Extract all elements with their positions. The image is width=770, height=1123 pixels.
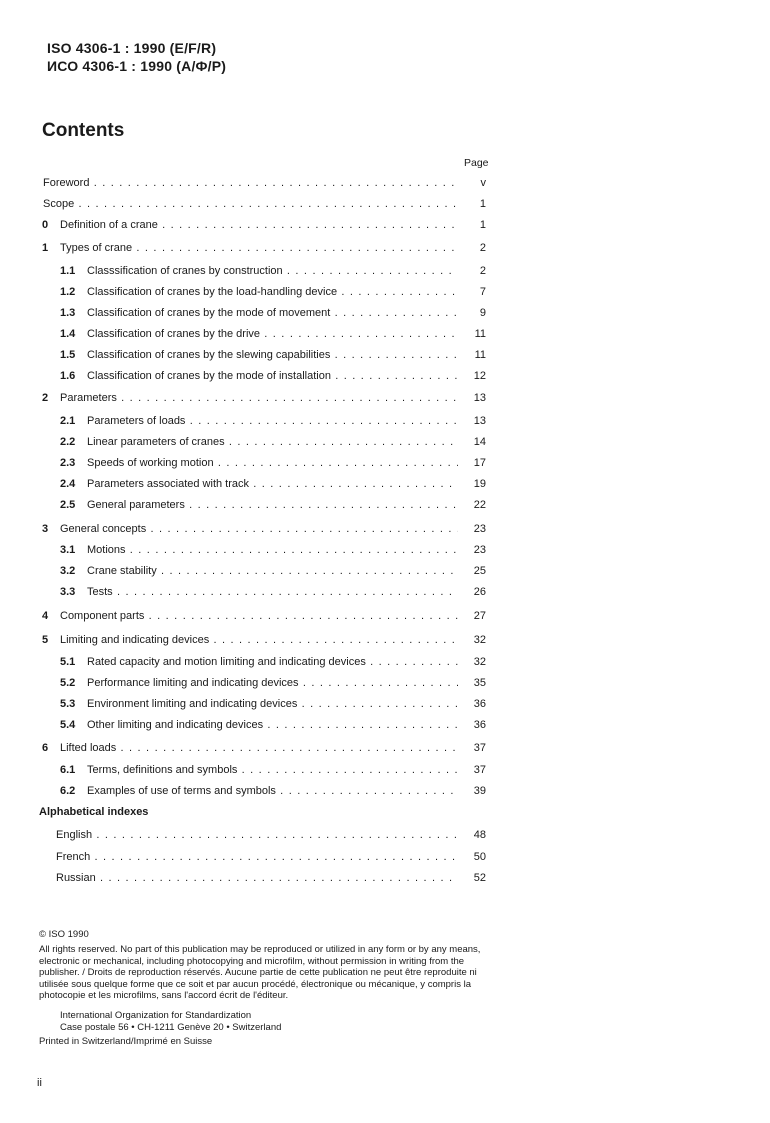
toc-entry-title: Linear parameters of cranes . . . xyxy=(87,434,458,450)
toc-entry-number: 2.4 xyxy=(60,478,76,490)
printed-in: Printed in Switzerland/Imprimé en Suisse xyxy=(39,1036,213,1047)
index-entry-page: 50 xyxy=(473,851,486,863)
toc-entry-page: 32 xyxy=(473,634,486,646)
toc-entry-title: Definition of a crane . . . xyxy=(60,217,458,233)
toc-entry-number: 6.2 xyxy=(60,785,76,797)
toc-entry-page: 32 xyxy=(473,656,486,668)
toc-entry-title: Environment limiting and indicating devices . . . xyxy=(87,696,458,712)
toc-entry-title: Scope . . . xyxy=(43,196,458,212)
toc-entry-page: 12 xyxy=(473,370,486,382)
toc-entry-title: Parameters of loads . . . xyxy=(87,413,458,429)
toc-entry-title: Classification of cranes by the slewing capabilities . . . xyxy=(87,347,458,363)
toc-entry-page: 2 xyxy=(479,265,486,277)
toc-entry-title: Lifted loads . . . xyxy=(60,740,458,756)
toc-entry-title: Parameters . . . xyxy=(60,390,458,406)
toc-entry-number: 2.5 xyxy=(60,499,76,511)
index-entry-title: Russian . . . xyxy=(56,870,458,886)
toc-entry-number: 5.1 xyxy=(60,656,76,668)
toc-entry-title: Rated capacity and motion limiting and indicating devices . . . xyxy=(87,654,458,670)
toc-entry-title: Speeds of working motion . . . xyxy=(87,455,458,471)
toc-entry-page: 36 xyxy=(473,719,486,731)
document-id-line-1: ISO 4306-1 : 1990 (E/F/R) xyxy=(47,40,217,56)
toc-entry-page: 27 xyxy=(473,610,486,622)
toc-entry-page: 23 xyxy=(473,523,486,535)
toc-entry-page: 13 xyxy=(473,392,486,404)
page-column-label: Page xyxy=(464,157,489,169)
index-entry-title: French . . . xyxy=(56,849,458,865)
toc-entry-title: Types of crane . . . xyxy=(60,240,458,256)
toc-entry-page: 17 xyxy=(473,457,486,469)
toc-entry-number: 1.6 xyxy=(60,370,76,382)
page-title: Contents xyxy=(42,120,125,141)
toc-entry-title: Parameters associated with track . . . xyxy=(87,476,458,492)
toc-entry-page: 35 xyxy=(473,677,486,689)
document-id-line-2: ИСО 4306-1 : 1990 (А/Ф/Р) xyxy=(47,58,227,74)
toc-entry-page: v xyxy=(480,177,486,189)
toc-entry-page: 36 xyxy=(473,698,486,710)
toc-entry-title: Examples of use of terms and symbols . . . xyxy=(87,783,458,799)
index-entry-title: English . . . xyxy=(56,827,458,843)
copyright-line: © ISO 1990 xyxy=(39,929,89,940)
toc-entry-title: Classsification of cranes by construction . . . xyxy=(87,263,458,279)
toc-entry-page: 11 xyxy=(474,349,486,361)
toc-entry-number: 1.3 xyxy=(60,307,76,319)
toc-entry-page: 11 xyxy=(474,328,486,340)
toc-entry-number: 1.4 xyxy=(60,328,76,340)
toc-entry-page: 23 xyxy=(473,544,486,556)
index-entry-page: 48 xyxy=(473,829,486,841)
toc-entry-number: 2.3 xyxy=(60,457,76,469)
organization-address: Case postale 56 • CH-1211 Genève 20 • Switzerland xyxy=(60,1022,282,1033)
copyright-notice: All rights reserved. No part of this publication may be reproduced or utilized in any form or by any means, electronic or mechanical, including photocopying and microfilm, without permission in writing from the publisher. / Droits de reproduction réservés. Aucune partie de cette publication ne peut être reproduite ni utilisée sous quelque forme que ce soit et par aucun procédé, électronique ou mécanique, y compris la photocopie et les microfilms, sans l'accord écrit de l'éditeur. xyxy=(39,944,481,1001)
toc-entry-page: 13 xyxy=(473,415,486,427)
toc-entry-page: 37 xyxy=(473,764,486,776)
toc-entry-number: 4 xyxy=(42,610,49,622)
toc-entry-number: 3.1 xyxy=(60,544,76,556)
toc-entry-page: 2 xyxy=(479,242,486,254)
toc-entry-number: 5.4 xyxy=(60,719,76,731)
toc-entry-title: Foreword . . . xyxy=(43,175,458,191)
toc-entry-number: 2 xyxy=(42,392,49,404)
index-entry-page: 52 xyxy=(473,872,486,884)
toc-entry-page: 19 xyxy=(473,478,486,490)
toc-entry-title: Tests . . . xyxy=(87,584,458,600)
toc-entry-number: 5.3 xyxy=(60,698,76,710)
toc-entry-page: 22 xyxy=(473,499,486,511)
toc-entry-title: General concepts . . . xyxy=(60,521,458,537)
toc-entry-number: 1.5 xyxy=(60,349,76,361)
toc-entry-page: 39 xyxy=(473,785,486,797)
toc-entry-title: Limiting and indicating devices . . . xyxy=(60,632,458,648)
toc-entry-page: 1 xyxy=(479,219,486,231)
page-number: ii xyxy=(37,1077,42,1089)
toc-entry-title: Performance limiting and indicating devices . . . xyxy=(87,675,458,691)
toc-entry-number: 3 xyxy=(42,523,49,535)
toc-entry-number: 6.1 xyxy=(60,764,76,776)
toc-entry-number: 3.2 xyxy=(60,565,76,577)
toc-entry-title: Classification of cranes by the mode of movement . . . xyxy=(87,305,458,321)
toc-entry-page: 26 xyxy=(473,586,486,598)
toc-entry-title: Crane stability . . . xyxy=(87,563,458,579)
toc-entry-number: 3.3 xyxy=(60,586,76,598)
toc-entry-number: 0 xyxy=(42,219,49,231)
indexes-heading: Alphabetical indexes xyxy=(39,806,149,818)
toc-entry-number: 6 xyxy=(42,742,49,754)
toc-entry-number: 1.1 xyxy=(60,265,76,277)
toc-entry-number: 2.1 xyxy=(60,415,76,427)
toc-entry-title: Classification of cranes by the mode of installation . . . xyxy=(87,368,458,384)
toc-entry-number: 5 xyxy=(42,634,49,646)
toc-entry-number: 1 xyxy=(42,242,49,254)
toc-entry-title: Motions . . . xyxy=(87,542,458,558)
toc-entry-page: 37 xyxy=(473,742,486,754)
toc-entry-title: Terms, definitions and symbols . . . xyxy=(87,762,458,778)
toc-entry-number: 5.2 xyxy=(60,677,76,689)
toc-entry-page: 25 xyxy=(473,565,486,577)
toc-entry-title: Component parts . . . xyxy=(60,608,458,624)
toc-entry-number: 2.2 xyxy=(60,436,76,448)
organization-name: International Organization for Standardization xyxy=(60,1010,252,1021)
toc-entry-page: 14 xyxy=(473,436,486,448)
toc-entry-number: 1.2 xyxy=(60,286,76,298)
toc-entry-page: 9 xyxy=(479,307,486,319)
toc-entry-page: 1 xyxy=(479,198,486,210)
toc-entry-title: General parameters . . . xyxy=(87,497,458,513)
toc-entry-title: Classification of cranes by the load-handling device . . . xyxy=(87,284,458,300)
toc-entry-page: 7 xyxy=(479,286,486,298)
toc-entry-title: Classification of cranes by the drive . . . xyxy=(87,326,458,342)
toc-entry-title: Other limiting and indicating devices . . . xyxy=(87,717,458,733)
